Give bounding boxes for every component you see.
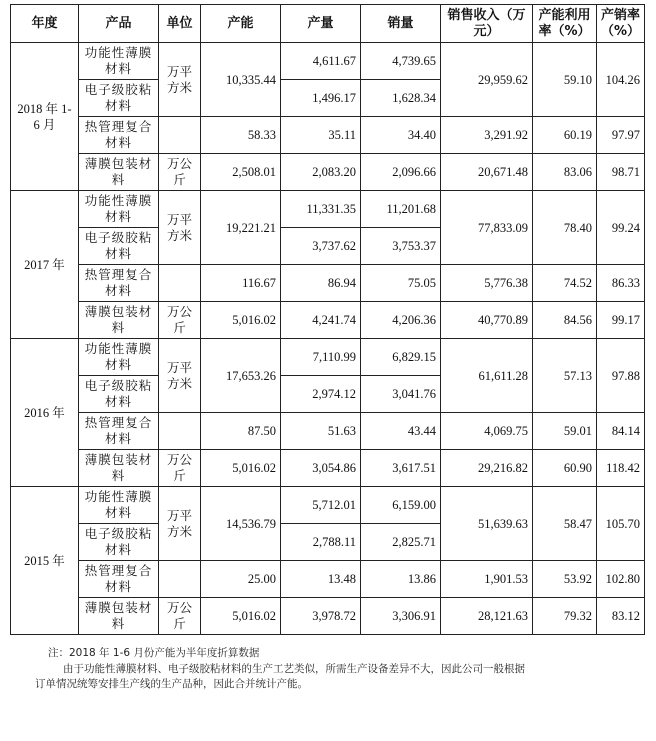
utilization-cell: 58.47	[533, 487, 597, 561]
utilization-cell: 59.01	[533, 413, 597, 450]
revenue-cell: 3,291.92	[441, 117, 533, 154]
output-cell: 3,054.86	[281, 450, 361, 487]
note-line: 由于功能性薄膜材料、电子级胶粘材料的生产工艺类似，所需生产设备差异不大，因此公司一般根据	[63, 662, 525, 675]
sell-through-cell: 102.80	[597, 561, 645, 598]
unit-cell: 万平方米	[159, 191, 201, 265]
utilization-cell: 84.56	[533, 302, 597, 339]
product-cell: 功能性薄膜材料	[79, 339, 159, 376]
output-cell: 86.94	[281, 265, 361, 302]
sales-cell: 4,206.36	[361, 302, 441, 339]
product-cell: 热管理复合材料	[79, 117, 159, 154]
capacity-cell: 19,221.21	[201, 191, 281, 265]
capacity-cell: 25.00	[201, 561, 281, 598]
header-sales: 销量	[361, 5, 441, 43]
table-notes	[35, 646, 638, 693]
output-cell: 5,712.01	[281, 487, 361, 524]
product-cell: 薄膜包装材料	[79, 154, 159, 191]
year-group-2018h1	[11, 43, 645, 191]
note-line: 订单情况统筹安排生产线的生产品种，因此合并统计产能。	[35, 678, 308, 690]
sell-through-cell: 84.14	[597, 413, 645, 450]
product-cell: 功能性薄膜材料	[79, 191, 159, 228]
output-cell: 3,978.72	[281, 598, 361, 635]
output-cell: 2,974.12	[281, 376, 361, 413]
sales-cell: 43.44	[361, 413, 441, 450]
header-unit: 单位	[159, 5, 201, 43]
year-group-2017	[11, 191, 645, 339]
capacity-cell: 14,536.79	[201, 487, 281, 561]
sell-through-cell: 104.26	[597, 43, 645, 117]
output-cell: 3,737.62	[281, 228, 361, 265]
unit-cell: 万平方米	[159, 43, 201, 117]
revenue-cell: 29,216.82	[441, 450, 533, 487]
revenue-cell: 77,833.09	[441, 191, 533, 265]
sales-cell: 2,096.66	[361, 154, 441, 191]
sell-through-cell: 99.17	[597, 302, 645, 339]
table-row	[11, 265, 645, 302]
table-row	[11, 561, 645, 598]
sales-cell: 3,617.51	[361, 450, 441, 487]
sales-cell: 34.40	[361, 117, 441, 154]
unit-cell	[159, 413, 201, 450]
product-cell: 薄膜包装材料	[79, 450, 159, 487]
capacity-cell: 17,653.26	[201, 339, 281, 413]
sales-cell: 13.86	[361, 561, 441, 598]
product-cell: 热管理复合材料	[79, 265, 159, 302]
revenue-cell: 40,770.89	[441, 302, 533, 339]
capacity-cell: 87.50	[201, 413, 281, 450]
product-cell: 电子级胶粘材料	[79, 524, 159, 561]
product-cell: 热管理复合材料	[79, 561, 159, 598]
revenue-cell: 20,671.48	[441, 154, 533, 191]
utilization-cell: 78.40	[533, 191, 597, 265]
table-row	[11, 598, 645, 635]
note-line: 注：2018 年 1-6 月份产能为半年度折算数据	[48, 647, 260, 659]
sales-cell: 3,753.37	[361, 228, 441, 265]
unit-cell: 万平方米	[159, 487, 201, 561]
utilization-cell: 59.10	[533, 43, 597, 117]
sell-through-cell: 97.88	[597, 339, 645, 413]
utilization-cell: 60.19	[533, 117, 597, 154]
utilization-cell: 83.06	[533, 154, 597, 191]
revenue-cell: 61,611.28	[441, 339, 533, 413]
output-cell: 2,788.11	[281, 524, 361, 561]
table-row	[11, 117, 645, 154]
revenue-cell: 4,069.75	[441, 413, 533, 450]
revenue-cell: 5,776.38	[441, 265, 533, 302]
table-row	[11, 487, 645, 524]
capacity-cell: 5,016.02	[201, 450, 281, 487]
output-cell: 13.48	[281, 561, 361, 598]
sales-cell: 6,159.00	[361, 487, 441, 524]
year-cell: 2017 年	[11, 191, 79, 339]
header-utilization: 产能利用率（%）	[533, 5, 597, 43]
sell-through-cell: 86.33	[597, 265, 645, 302]
unit-cell: 万公斤	[159, 302, 201, 339]
sales-cell: 3,306.91	[361, 598, 441, 635]
capacity-table	[10, 4, 645, 635]
year-group-2015	[11, 487, 645, 635]
revenue-cell: 29,959.62	[441, 43, 533, 117]
utilization-cell: 60.90	[533, 450, 597, 487]
table-row	[11, 413, 645, 450]
table-row	[11, 191, 645, 228]
output-cell: 35.11	[281, 117, 361, 154]
header-product: 产品	[79, 5, 159, 43]
unit-cell: 万平方米	[159, 339, 201, 413]
header-sell-through: 产销率（%）	[597, 5, 645, 43]
product-cell: 薄膜包装材料	[79, 598, 159, 635]
output-cell: 1,496.17	[281, 80, 361, 117]
year-group-2016	[11, 339, 645, 487]
product-cell: 电子级胶粘材料	[79, 80, 159, 117]
sell-through-cell: 97.97	[597, 117, 645, 154]
table-row	[11, 43, 645, 80]
product-cell: 功能性薄膜材料	[79, 487, 159, 524]
capacity-cell: 5,016.02	[201, 598, 281, 635]
unit-cell: 万公斤	[159, 450, 201, 487]
sales-cell: 2,825.71	[361, 524, 441, 561]
sales-cell: 6,829.15	[361, 339, 441, 376]
output-cell: 4,241.74	[281, 302, 361, 339]
product-cell: 电子级胶粘材料	[79, 376, 159, 413]
utilization-cell: 79.32	[533, 598, 597, 635]
unit-cell	[159, 265, 201, 302]
product-cell: 功能性薄膜材料	[79, 43, 159, 80]
revenue-cell: 1,901.53	[441, 561, 533, 598]
capacity-cell: 116.67	[201, 265, 281, 302]
sales-cell: 3,041.76	[361, 376, 441, 413]
output-cell: 7,110.99	[281, 339, 361, 376]
unit-cell: 万公斤	[159, 154, 201, 191]
sell-through-cell: 99.24	[597, 191, 645, 265]
year-cell: 2018 年 1-6 月	[11, 43, 79, 191]
year-cell: 2016 年	[11, 339, 79, 487]
header-output: 产量	[281, 5, 361, 43]
product-cell: 电子级胶粘材料	[79, 228, 159, 265]
table-row	[11, 450, 645, 487]
table-header-row	[11, 5, 645, 43]
sales-cell: 11,201.68	[361, 191, 441, 228]
sell-through-cell: 98.71	[597, 154, 645, 191]
revenue-cell: 28,121.63	[441, 598, 533, 635]
header-capacity: 产能	[201, 5, 281, 43]
utilization-cell: 57.13	[533, 339, 597, 413]
unit-cell: 万公斤	[159, 598, 201, 635]
header-year: 年度	[11, 5, 79, 43]
header-revenue: 销售收入（万元）	[441, 5, 533, 43]
output-cell: 11,331.35	[281, 191, 361, 228]
unit-cell	[159, 117, 201, 154]
output-cell: 2,083.20	[281, 154, 361, 191]
utilization-cell: 74.52	[533, 265, 597, 302]
sell-through-cell: 118.42	[597, 450, 645, 487]
sales-cell: 1,628.34	[361, 80, 441, 117]
sell-through-cell: 105.70	[597, 487, 645, 561]
capacity-cell: 5,016.02	[201, 302, 281, 339]
output-cell: 4,611.67	[281, 43, 361, 80]
year-cell: 2015 年	[11, 487, 79, 635]
table-row	[11, 154, 645, 191]
utilization-cell: 53.92	[533, 561, 597, 598]
sell-through-cell: 83.12	[597, 598, 645, 635]
capacity-cell: 2,508.01	[201, 154, 281, 191]
product-cell: 薄膜包装材料	[79, 302, 159, 339]
capacity-cell: 10,335.44	[201, 43, 281, 117]
sales-cell: 4,739.65	[361, 43, 441, 80]
sales-cell: 75.05	[361, 265, 441, 302]
capacity-cell: 58.33	[201, 117, 281, 154]
revenue-cell: 51,639.63	[441, 487, 533, 561]
table-row	[11, 339, 645, 376]
output-cell: 51.63	[281, 413, 361, 450]
table-row	[11, 302, 645, 339]
product-cell: 热管理复合材料	[79, 413, 159, 450]
unit-cell	[159, 561, 201, 598]
